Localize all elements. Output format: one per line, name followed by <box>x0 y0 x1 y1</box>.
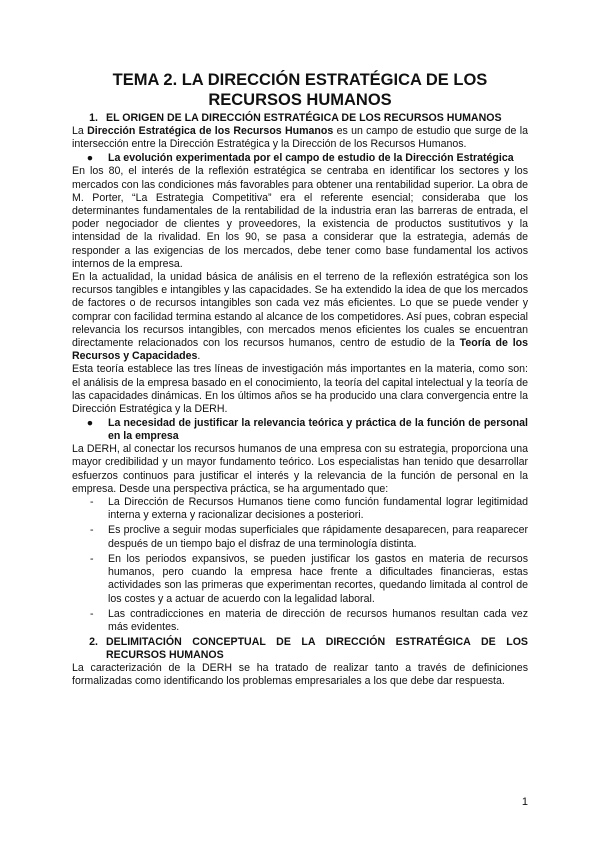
bullet-heading-2-text: La necesidad de justificar la relevancia teórica y práctica de la función de personal en la empresa <box>108 417 528 443</box>
dash-marker: - <box>90 607 94 620</box>
section-2-title: DELIMITACIÓN CONCEPTUAL DE LA DIRECCIÓN ESTRATÉGICA DE LOS RECURSOS HUMANOS <box>106 636 528 662</box>
bullet-heading-1-text: La evolución experimentada por el campo de estudio de la Dirección Estratégica <box>108 152 514 165</box>
dash-list <box>72 496 528 634</box>
paragraph-5: La caracterización de la DERH se ha tratado de realizar tanto a través de definiciones formalizadas como identificando los problemas empresariales a los que debe dar respuesta. <box>72 662 528 688</box>
section-1-heading <box>72 112 528 125</box>
document-page <box>72 70 528 689</box>
list-item-text: En los periodos expansivos, se pueden justificar los gastos en materia de recursos humanos, pero cuando la empresa hace frente a dificultades financieras, estas actividades son las primeras que experimentan recortes, quedando limitada al control de los costes y a actuar de acuerdo con la legalidad laboral. <box>108 552 528 605</box>
section-2-number: 2. <box>89 636 98 649</box>
page-number: 1 <box>521 796 528 808</box>
intro-paragraph <box>72 125 528 151</box>
intro-pre: La <box>72 125 88 137</box>
paragraph-4: La DERH, al conectar los recursos humanos de una empresa con su estrategia, proporciona una mayor credibilidad y un mayor fundamento teórico. Los especialistas han tenido que desarrollar esfuerzos continuos para justificar el interés y la relevancia de la función de personal en la empresa. Desde una perspectiva práctica, se ha argumentado que: <box>72 443 528 495</box>
paragraph-2-pre: En la actualidad, la unidad básica de análisis en el terreno de la reflexión estratégica son los recursos tangibles e intangibles y las capacidades. Se ha extendido la idea de que los mercados de factores o de recursos intangibles son cada vez más eficientes. Lo que se puede vender y comprar con facilidad termina estando al alcance de los competidores. Así pues, cobran especial relevancia los recursos intangibles, con mercados menos eficientes los cuales se encuentran directamente relacionados con los recursos humanos, centro de estudio de la <box>72 271 528 350</box>
list-item <box>72 524 528 550</box>
list-item <box>72 608 528 634</box>
intro-bold-term: Dirección Estratégica de los Recursos Humanos <box>87 125 334 137</box>
bullet-icon: ● <box>86 152 94 165</box>
bullet-heading-1 <box>72 152 528 165</box>
list-item-text: Es proclive a seguir modas superficiales que rápidamente desaparecen, para reaparecer después de un tiempo bajo el disfraz de una terminología distinta. <box>108 524 528 550</box>
intro-post: es un campo de estudio que surge de la intersección entre la Dirección Estratégica y la Dirección de los Recursos Humanos. <box>72 125 528 151</box>
list-item-text: Las contradicciones en materia de dirección de recursos humanos resultan cada vez más evidentes. <box>108 607 528 633</box>
paragraph-1: En los 80, el interés de la reflexión estratégica se centraba en identificar los sectores y los mercados con las condiciones más favorables para obtener una rentabilidad superior. La obra de M. Porter, “La Estrategia Competitiva” era el referente esencial; consideraba que los determinantes fundamentales de la rentabilidad de la industria eran las barreras de entrada, el poder negociador de clientes y proveedores, la existencia de productos sustitutivos y la intensidad de la rivalidad. En los 90, se pasa a considerar que la estrategia, además de responder a las exigencias de los mercados, debe tener como base fundamental los activos internos de la empresa. <box>72 165 528 270</box>
paragraph-2 <box>72 271 528 363</box>
paragraph-2-post: . <box>197 350 201 363</box>
bullet-icon: ● <box>86 417 94 430</box>
list-item <box>72 496 528 522</box>
list-item <box>72 553 528 606</box>
paragraph-3: Esta teoría establece las tres líneas de investigación más importantes en la materia, como son: el análisis de la empresa basado en el conocimiento, la teoría del capital intelectual y la teoría de las capacidades dinámicas. En los últimos años se ha producido una clara convergencia entre la Dirección Estratégica y la DERH. <box>72 363 528 416</box>
dash-marker: - <box>90 524 94 537</box>
bullet-heading-2 <box>72 417 528 443</box>
paragraph-2-bold-term: Teoría de los Recursos y Capacidades <box>72 337 528 363</box>
document-title: TEMA 2. LA DIRECCIÓN ESTRATÉGICA DE LOS RECURSOS HUMANOS <box>112 71 488 109</box>
list-item-text: La Dirección de Recursos Humanos tiene como función fundamental lograr legitimidad interna y externa y racionalizar decisiones a posteriori. <box>108 496 528 522</box>
section-1-number: 1. <box>89 112 98 124</box>
section-1-title: EL ORIGEN DE LA DIRECCIÓN ESTRATÉGICA DE LOS RECURSOS HUMANOS <box>106 112 502 124</box>
dash-marker: - <box>90 552 94 565</box>
section-2-heading <box>72 636 528 662</box>
dash-marker: - <box>90 496 94 509</box>
